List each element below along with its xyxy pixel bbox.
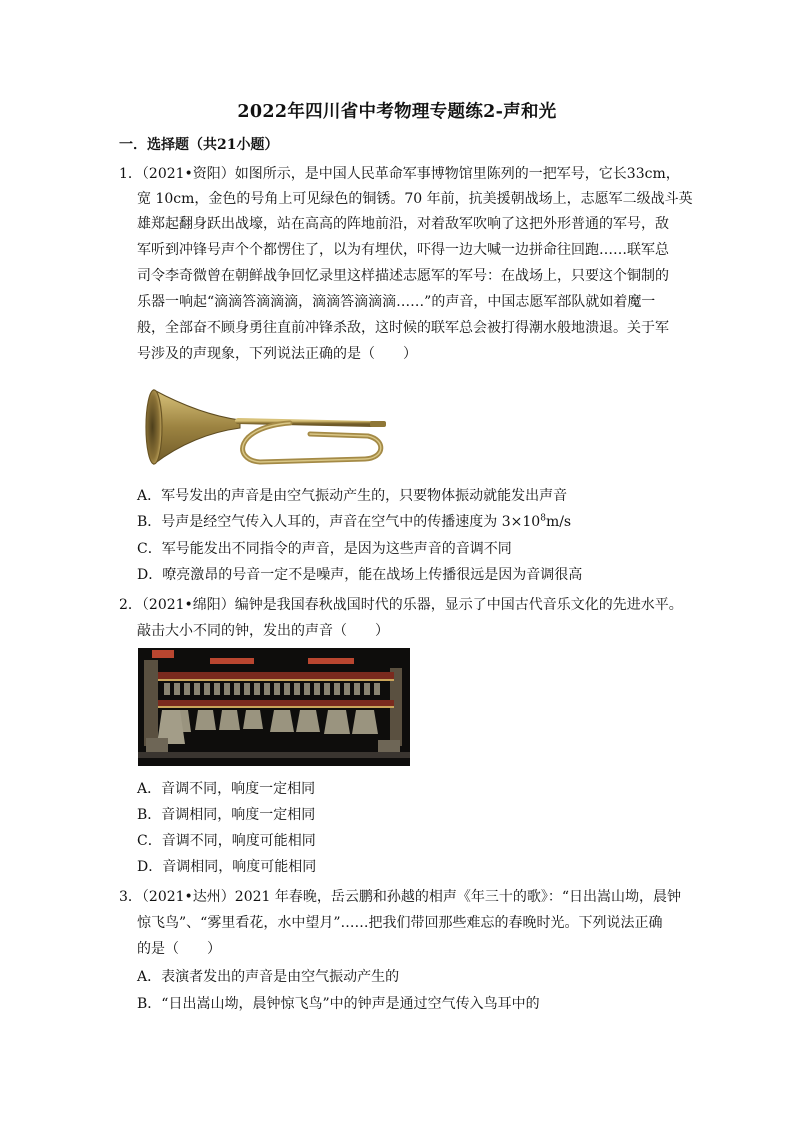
q1-option-b-text: B．号声是经空气传入人耳的，声音在空气中的传播速度为 3×10 bbox=[137, 514, 541, 530]
q3-line-2: 惊飞鸟”、“雾里看花，水中望月”……把我们带回那些难忘的春晚时光。下列说法正确 bbox=[137, 915, 663, 931]
bugle-image bbox=[140, 382, 390, 474]
q2-option-a: A．音调不同，响度一定相同 bbox=[137, 781, 316, 797]
q1-line-6: 乐器一响起“滴滴答滴滴滴，滴滴答滴滴滴……”的声音，中国志愿军部队就如着魔一 bbox=[137, 294, 656, 310]
q1-line-5: 司令李奇微曾在朝鲜战争回忆录里这样描述志愿军的军号：在战场上，只要这个铜制的 bbox=[137, 268, 669, 284]
q3-option-a: A．表演者发出的声音是由空气振动产生的 bbox=[137, 969, 400, 985]
q2-line-2: 敲击大小不同的钟，发出的声音（ ） bbox=[137, 623, 389, 639]
q3-line-1: 3．（2021•达州）2021 年春晚，岳云鹏和孙越的相声《年三十的歌》：“日出嵩山坳，晨钟 bbox=[119, 889, 682, 905]
q2-option-d: D．音调相同，响度可能相同 bbox=[137, 859, 317, 875]
q1-option-a: A．军号发出的声音是由空气振动产生的，只要物体振动就能发出声音 bbox=[137, 488, 568, 504]
q3-option-b: B．“日出嵩山坳，晨钟惊飞鸟”中的钟声是通过空气传入鸟耳中的 bbox=[137, 996, 540, 1012]
q2-option-b: B．音调相同，响度一定相同 bbox=[137, 807, 316, 823]
q1-line-7: 般，全部奋不顾身勇往直前冲锋杀敌，这时候的联军总会被打得潮水般地溃退。关于军 bbox=[137, 320, 669, 336]
q2-line-1: 2．（2021•绵阳）编钟是我国春秋战国时代的乐器，显示了中国古代音乐文化的先进水平。 bbox=[119, 597, 683, 613]
q1-line-4: 军听到冲锋号声个个都愣住了，以为有埋伏，吓得一边大喊一边拼命往回跑……联军总 bbox=[137, 242, 669, 258]
document-title: 2022年四川省中考物理专题练2-声和光 bbox=[237, 102, 557, 122]
q2-option-c: C．音调不同，响度可能相同 bbox=[137, 833, 316, 849]
q1-line-1: 1．（2021•资阳）如图所示，是中国人民革命军事博物馆里陈列的一把军号，它长33cm， bbox=[119, 166, 680, 182]
q1-line-8: 号涉及的声现象，下列说法正确的是（ ） bbox=[137, 346, 417, 362]
section-heading: 一．选择题（共21小题） bbox=[119, 137, 279, 153]
q1-line-3: 雄郑起翻身跃出战壕，站在高高的阵地前沿，对着敌军吹响了这把外形普通的军号，敌 bbox=[137, 216, 669, 232]
q1-option-b-unit: m/s bbox=[545, 514, 572, 530]
q1-option-b-exponent: 8 bbox=[540, 513, 546, 524]
q3-line-3: 的是（ ） bbox=[137, 941, 221, 957]
q1-option-d: D．嘹亮激昂的号音一定不是噪声，能在战场上传播很远是因为音调很高 bbox=[137, 567, 583, 583]
q1-option-b bbox=[137, 512, 571, 532]
q1-line-2: 宽 10cm，金色的号角上可见绿色的铜锈。70 年前，抗美援朝战场上，志愿军二级战斗英 bbox=[137, 191, 693, 207]
chime-bells-image bbox=[138, 648, 410, 766]
q1-option-c: C．军号能发出不同指令的声音，是因为这些声音的音调不同 bbox=[137, 541, 512, 557]
